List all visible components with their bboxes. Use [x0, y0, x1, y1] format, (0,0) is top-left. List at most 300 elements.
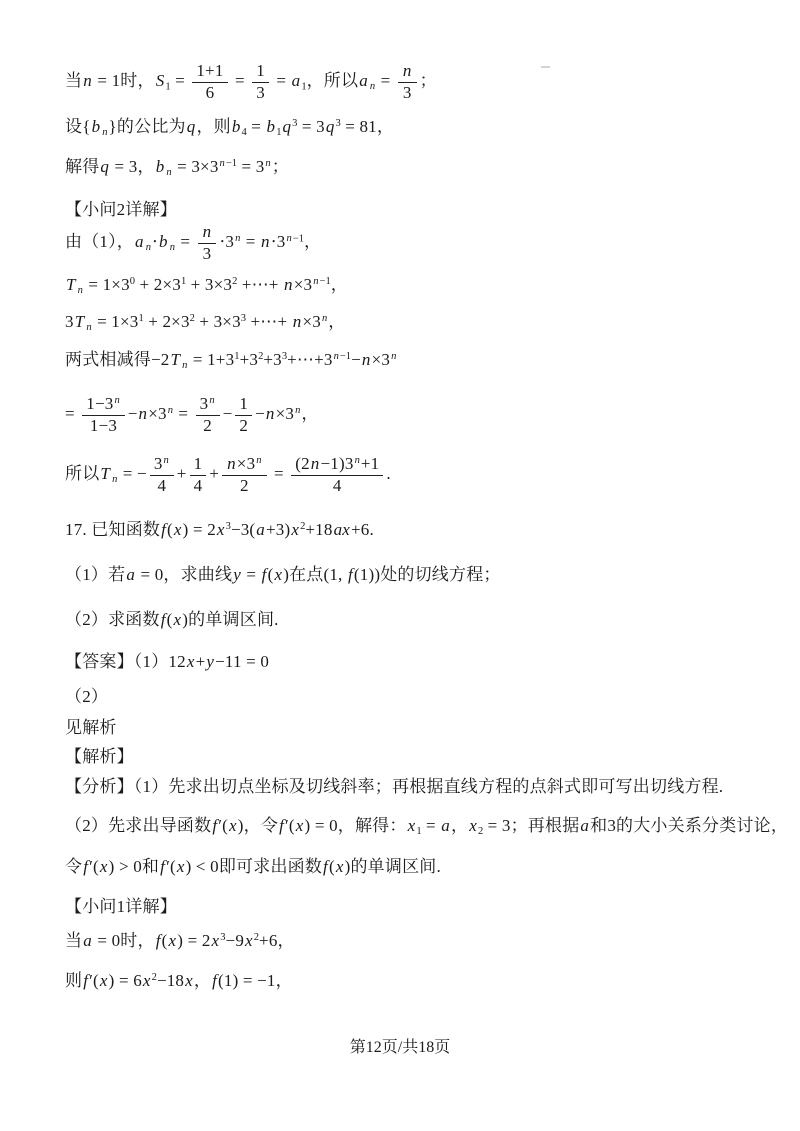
- text-run: +⋯+: [237, 275, 284, 294]
- line-tn-result: [65, 455, 391, 495]
- text-run: 在点: [289, 565, 324, 584]
- text-run: = 1+3: [188, 350, 235, 369]
- fraction-denominator: [192, 83, 227, 103]
- subscript: [145, 242, 152, 253]
- text-run: 3: [153, 454, 163, 473]
- math-variable: b: [231, 117, 241, 136]
- fraction: [82, 395, 124, 435]
- math-variable: x: [229, 816, 237, 835]
- fraction-numerator: [192, 62, 227, 83]
- math-variable: q: [325, 117, 335, 136]
- math-variable: x: [295, 816, 304, 835]
- text-run: −1: [292, 233, 304, 245]
- text-run: =: [421, 816, 441, 835]
- fraction-denominator: [198, 244, 217, 264]
- text-run: (2: [295, 454, 310, 473]
- text-run: (: [328, 857, 335, 876]
- text-run: ⋅: [151, 232, 158, 252]
- superscript: [167, 405, 174, 416]
- math-variable: x: [335, 857, 344, 876]
- text-run: +: [209, 464, 220, 484]
- text-run: 4: [157, 475, 167, 495]
- text-run: −18: [156, 971, 185, 990]
- text-run: 即可求出函数: [218, 857, 323, 876]
- fraction: [291, 455, 383, 495]
- math-variable: n: [202, 222, 212, 241]
- math-variable: x: [211, 931, 220, 950]
- text-run: ): [283, 565, 290, 584]
- text-run: +: [176, 464, 187, 484]
- subscript: [77, 285, 84, 296]
- text-run: 0: [129, 276, 136, 288]
- math-variable: f: [347, 565, 353, 584]
- text-run: +⋯+: [246, 312, 292, 331]
- text-run: 1: [301, 81, 307, 93]
- math-variable: q: [100, 157, 110, 176]
- text-run: =: [173, 404, 193, 424]
- text-run: ，则: [196, 117, 231, 136]
- text-run: =: [175, 232, 195, 252]
- math-variable: n: [235, 233, 241, 245]
- text-run: 由（1），: [65, 232, 134, 252]
- text-run: ×3: [302, 312, 321, 331]
- fraction-denominator: [235, 416, 252, 436]
- text-run: + 3×3: [186, 275, 233, 294]
- text-run: −11 = 0: [215, 652, 270, 671]
- text-run: ⋅3: [219, 232, 235, 252]
- text-run: ′(: [89, 971, 99, 990]
- math-variable: y: [233, 565, 241, 584]
- text-run: +6: [259, 931, 278, 950]
- superscript: [163, 455, 170, 466]
- text-run: ) = 2: [182, 520, 216, 539]
- fraction: [150, 455, 174, 495]
- math-variable: b: [91, 117, 101, 136]
- fraction: [196, 395, 220, 435]
- text-run: =: [376, 71, 395, 91]
- fraction-numerator: [291, 455, 383, 476]
- math-variable: n: [256, 455, 262, 467]
- subscript: [165, 167, 172, 178]
- math-variable: n: [402, 61, 412, 80]
- text-run: 3: [281, 351, 288, 363]
- math-variable: f: [155, 931, 161, 950]
- math-variable: n: [369, 81, 376, 93]
- math-variable: x: [469, 816, 477, 835]
- text-run: （2）先求出导函数: [65, 816, 212, 835]
- text-run: (: [167, 520, 173, 539]
- fraction-denominator: [196, 416, 220, 436]
- math-variable: x: [176, 857, 185, 876]
- fraction-denominator: [150, 476, 174, 496]
- subscript: [85, 322, 92, 333]
- text-run: 2: [203, 415, 212, 435]
- text-run: 2: [300, 521, 306, 533]
- text-run: ×3: [275, 404, 295, 424]
- line-answer-part2: [65, 686, 108, 708]
- math-variable: n: [292, 312, 302, 331]
- text-run: 令: [65, 857, 83, 876]
- text-run: 的公比为: [116, 117, 186, 136]
- text-run: ′(: [218, 816, 229, 835]
- text-run: 所以: [65, 464, 100, 484]
- math-variable: n: [321, 313, 328, 325]
- math-variable: f: [323, 857, 328, 876]
- text-run: ，: [451, 816, 469, 835]
- text-run: −1: [225, 158, 238, 170]
- text-run: 3: [199, 394, 209, 413]
- math-variable: n: [295, 405, 301, 417]
- page-number-footer: 第12页/共18页: [349, 1039, 451, 1056]
- text-run: 时，: [120, 931, 155, 950]
- text-run: ；再根据: [510, 816, 580, 835]
- math-variable: T: [170, 350, 181, 369]
- superscript: [333, 351, 351, 362]
- text-run: ，: [301, 404, 319, 424]
- text-run: −: [222, 404, 233, 424]
- text-run: −1: [319, 276, 331, 288]
- text-run: −9: [225, 931, 245, 950]
- text-run: 4: [193, 475, 203, 495]
- math-variable: x: [186, 652, 195, 671]
- text-run: 3: [256, 82, 265, 102]
- text-run: =: [230, 71, 250, 91]
- text-run: }: [108, 117, 117, 136]
- math-variable: ax: [333, 520, 351, 539]
- math-variable: x: [274, 565, 283, 584]
- text-run: = 3: [110, 157, 138, 176]
- text-run: 1: [193, 454, 203, 473]
- subscript: [169, 242, 176, 253]
- math-variable: x: [173, 610, 182, 629]
- text-run: 和: [141, 857, 160, 876]
- fraction-denominator: [252, 83, 269, 103]
- fraction-denominator: [398, 83, 417, 103]
- math-variable: x: [173, 520, 182, 539]
- fraction: [398, 62, 417, 102]
- text-run: 1: [180, 276, 187, 288]
- text-run: +: [195, 652, 206, 671]
- math-variable: n: [284, 275, 293, 294]
- heading-analysis: [65, 746, 134, 768]
- text-run: +3): [266, 520, 291, 539]
- text-run: ): [344, 857, 351, 876]
- text-run: 两式相减得: [65, 350, 151, 369]
- text-run: ) > 0: [108, 857, 142, 876]
- text-run: ，: [277, 931, 295, 950]
- math-variable: f: [161, 520, 167, 539]
- line-fprime: [65, 970, 293, 992]
- text-run: 1−3: [89, 415, 118, 435]
- text-run: 1+1: [196, 61, 224, 80]
- math-variable: x: [99, 971, 108, 990]
- text-run: 2: [477, 826, 484, 838]
- text-run: ′(: [285, 816, 295, 835]
- superscript: [208, 395, 215, 406]
- math-variable: y: [206, 652, 215, 671]
- math-variable: n: [310, 454, 320, 473]
- text-run: = −: [118, 464, 147, 484]
- math-variable: f: [160, 610, 166, 629]
- text-run: （2）求函数: [65, 610, 160, 629]
- text-run: ×3: [236, 454, 256, 473]
- math-variable: x: [291, 520, 300, 539]
- math-variable: T: [66, 275, 76, 294]
- text-run: ) < 0: [185, 857, 219, 876]
- text-run: （1）若: [65, 565, 126, 584]
- text-run: ×3: [148, 404, 167, 424]
- text-run: ，: [328, 312, 346, 331]
- fraction-numerator: [190, 455, 207, 476]
- text-run: (: [161, 931, 168, 950]
- text-run: 3: [292, 118, 298, 130]
- line-subtract: [65, 349, 397, 371]
- math-variable: n: [83, 71, 92, 91]
- text-run: =: [271, 71, 291, 91]
- text-run: = 3: [297, 117, 325, 136]
- text-run: = 1: [92, 71, 121, 91]
- math-variable: n: [354, 455, 360, 467]
- math-variable: x: [168, 931, 177, 950]
- text-run: −2: [151, 350, 170, 369]
- text-run: 1: [138, 313, 144, 325]
- text-run: 6: [205, 82, 215, 102]
- math-variable: b: [159, 232, 168, 252]
- superscript: [390, 351, 397, 362]
- text-run: 2: [239, 475, 249, 495]
- text-run: ，令: [243, 816, 279, 835]
- text-run: ，解得：: [337, 816, 407, 835]
- math-variable: x: [216, 520, 225, 539]
- text-run: +1: [360, 454, 380, 473]
- text-run: +6.: [351, 520, 374, 539]
- text-run: 2: [151, 972, 157, 984]
- math-variable: n: [261, 232, 270, 252]
- math-variable: n: [77, 285, 83, 297]
- text-run: −: [255, 404, 265, 424]
- fraction: [190, 455, 207, 495]
- math-variable: f: [212, 971, 218, 990]
- superscript: [113, 395, 120, 406]
- text-run: = 1×3: [92, 312, 139, 331]
- text-run: = 1×3: [83, 275, 130, 294]
- text-run: 和3的大小关系分类讨论，: [590, 816, 789, 835]
- subscript: [101, 127, 108, 138]
- text-run: 1: [416, 826, 422, 838]
- scan-artifact-dash: [541, 66, 550, 68]
- math-variable: n: [265, 404, 275, 424]
- text-run: ×3: [371, 350, 391, 369]
- math-variable: T: [100, 464, 111, 484]
- line-s1-formula: [65, 62, 437, 102]
- math-variable: n: [112, 474, 118, 486]
- text-run: 2: [253, 932, 260, 944]
- text-run: 3: [225, 521, 231, 533]
- math-variable: n: [86, 322, 92, 334]
- text-run: (: [267, 565, 274, 584]
- text-run: 1: [165, 81, 171, 93]
- math-variable: a: [441, 816, 450, 835]
- heading-part1-detail: [65, 896, 177, 918]
- fraction: [198, 223, 217, 263]
- fraction-numerator: [196, 395, 220, 416]
- text-run: 1: [276, 127, 282, 139]
- text-run: =: [241, 565, 261, 584]
- text-run: 1: [239, 394, 249, 413]
- math-variable: b: [155, 157, 165, 176]
- text-run: ) = 2: [177, 931, 211, 950]
- text-run: ′(: [89, 857, 99, 876]
- math-variable: f: [212, 816, 218, 835]
- text-run: + 2×3: [135, 275, 181, 294]
- math-variable: n: [265, 158, 271, 170]
- text-run: ，所以: [306, 71, 359, 91]
- line-simplify: [65, 395, 319, 435]
- math-variable: n: [209, 395, 215, 407]
- fraction-denominator: [190, 476, 207, 496]
- text-run: 则: [65, 971, 83, 990]
- line-q17-part1: [65, 564, 501, 586]
- text-run: +⋯+3: [287, 350, 333, 369]
- math-variable: n: [138, 404, 148, 424]
- text-run: +18: [305, 520, 333, 539]
- math-variable: x: [407, 816, 416, 835]
- text-run: + 2×3: [143, 312, 190, 331]
- text-run: 17. 已知函数: [65, 520, 161, 539]
- text-run: (1) = −1: [218, 971, 276, 990]
- text-run: = 3: [483, 816, 511, 835]
- line-see-analysis: [65, 717, 117, 739]
- text-run: −1)3: [320, 454, 354, 473]
- line-answer: [65, 651, 269, 673]
- line-question-17: [65, 519, 374, 541]
- math-variable: f: [279, 816, 284, 835]
- line-q17-part2: [65, 609, 279, 631]
- text-run: 见解析: [65, 718, 117, 737]
- text-run: 【分析】（1）先求出切点坐标及切线斜率；再根据直线方程的点斜式即可写出切线方程.: [65, 777, 724, 796]
- text-run: 2: [239, 415, 249, 435]
- math-variable: n: [169, 242, 175, 254]
- line-analysis-3: [65, 856, 441, 878]
- text-run: 的单调区间.: [188, 610, 279, 629]
- math-variable: a: [580, 816, 590, 835]
- fraction: [235, 395, 252, 435]
- text-run: =: [269, 464, 289, 484]
- fraction-numerator: [150, 455, 174, 476]
- text-run: 3: [202, 243, 212, 263]
- math-variable: n: [166, 167, 172, 179]
- text-run: ⋅3: [270, 232, 286, 252]
- text-run: −: [351, 350, 361, 369]
- math-variable: n: [145, 242, 151, 254]
- math-variable: f: [261, 565, 267, 584]
- text-run: +3: [263, 350, 282, 369]
- text-run: ，: [330, 275, 348, 294]
- fraction-numerator: [235, 395, 252, 416]
- text-run: ): [182, 610, 189, 629]
- text-run: ；: [419, 71, 437, 91]
- text-run: + 3×3: [194, 312, 241, 331]
- math-variable: f: [83, 857, 89, 876]
- text-run: 解得: [65, 157, 100, 176]
- text-run: ) = 0: [304, 816, 338, 835]
- line-tn-sum: [65, 274, 348, 296]
- math-variable: b: [266, 117, 276, 136]
- text-run: 3: [220, 932, 226, 944]
- line-analysis-2: [65, 815, 788, 837]
- line-analysis-1: [65, 776, 723, 798]
- text-run: ，: [376, 117, 395, 136]
- math-variable: n: [391, 351, 397, 363]
- text-run: (1)): [353, 565, 381, 584]
- math-variable: f: [160, 857, 166, 876]
- fraction: [252, 62, 269, 102]
- text-run: 【小问1详解】: [65, 897, 177, 916]
- math-variable: n: [333, 351, 339, 363]
- text-run: ×3: [293, 275, 313, 294]
- math-variable: S: [155, 71, 165, 91]
- text-run: 【答案】（1）12: [65, 652, 186, 671]
- line-fx-at-a0: [65, 930, 295, 952]
- text-run: ，: [137, 157, 155, 176]
- math-variable: n: [167, 405, 173, 417]
- text-run: ，: [303, 232, 322, 252]
- math-variable: a: [256, 520, 265, 539]
- text-run: 2: [258, 351, 264, 363]
- math-variable: n: [182, 360, 188, 372]
- superscript: [219, 158, 237, 169]
- math-variable: x: [142, 971, 151, 990]
- text-run: （2）: [65, 687, 109, 706]
- text-run: = 0: [136, 565, 164, 584]
- superscript: [354, 455, 361, 466]
- math-variable: n: [102, 127, 108, 139]
- superscript: [285, 233, 303, 244]
- text-run: ；: [271, 157, 289, 176]
- text-run: 【解析】: [65, 747, 134, 766]
- math-variable: a: [291, 71, 301, 91]
- math-variable: n: [227, 454, 236, 473]
- math-variable: x: [245, 931, 253, 950]
- fraction-numerator: [198, 223, 217, 244]
- text-run: ，: [275, 971, 293, 990]
- text-run: 3: [65, 312, 74, 331]
- text-run: =: [246, 117, 266, 136]
- heading-part2-detail: [65, 199, 177, 221]
- text-run: 设: [65, 117, 83, 136]
- text-run: (: [166, 610, 173, 629]
- line-anbn-product: [65, 223, 321, 263]
- fraction: [192, 62, 227, 102]
- fraction-numerator: [82, 395, 124, 416]
- text-run: ): [237, 816, 244, 835]
- superscript: [312, 276, 330, 287]
- text-run: −: [127, 404, 138, 424]
- math-variable: n: [163, 455, 169, 467]
- fraction-denominator: [291, 476, 383, 496]
- text-run: 【小问2详解】: [65, 200, 177, 219]
- math-variable: a: [359, 71, 368, 91]
- text-run: {: [82, 117, 91, 136]
- text-run: 4: [332, 475, 342, 495]
- text-run: 处的切线方程；: [380, 565, 501, 584]
- text-run: 时，: [120, 71, 155, 91]
- line-bn-ratio: [65, 116, 394, 138]
- math-variable: n: [286, 233, 292, 245]
- text-run: 当: [65, 931, 83, 950]
- math-variable: n: [114, 395, 120, 407]
- fraction-denominator: [222, 476, 266, 496]
